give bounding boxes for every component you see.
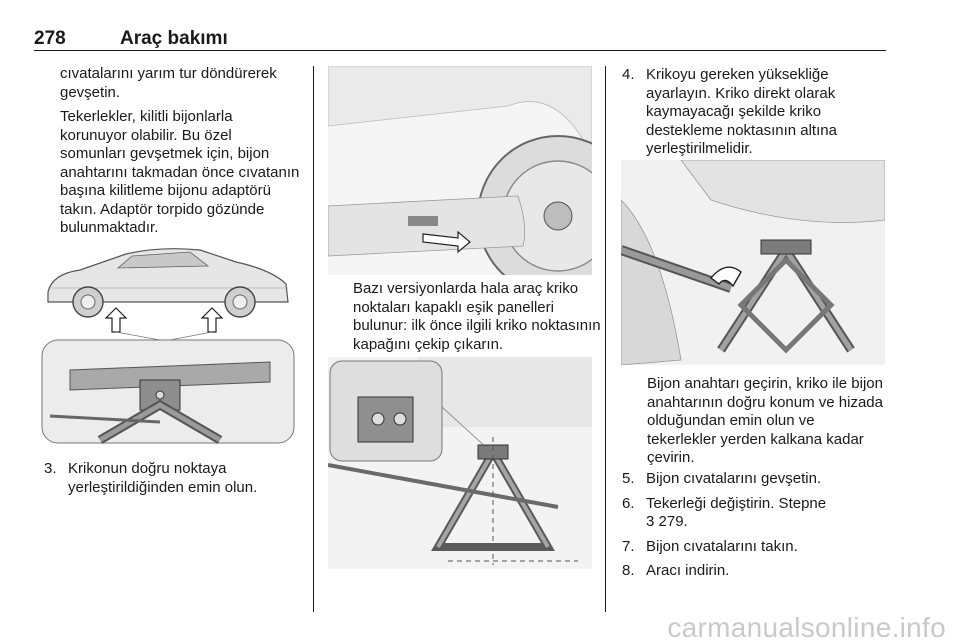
figure-wrench-jack bbox=[621, 160, 885, 365]
step-text: Krikoyu gereken yüksekliğe ayarlayın. Kriko direkt olarak kaymayacağı şekilde kriko destekleme noktasının altına yerleştirilmelidir. bbox=[646, 66, 837, 157]
jack-position-illustration bbox=[328, 357, 592, 569]
page-header bbox=[34, 28, 886, 52]
step-number: 8. bbox=[622, 562, 635, 579]
column-divider bbox=[605, 66, 606, 612]
column-1-step-3 bbox=[44, 460, 300, 497]
paragraph: Bazı versiyonlarda hala araç kriko noktaları kapaklı eşik panelleri bulunur: ilk önce ilgili kriko noktasının kapağını çekip çıkarın. bbox=[353, 280, 601, 353]
figure-car-jack-points bbox=[40, 240, 296, 445]
column-3-steps bbox=[622, 470, 884, 581]
header-rule bbox=[34, 50, 886, 51]
car-jack-illustration bbox=[40, 240, 296, 445]
step-number: 4. bbox=[622, 66, 635, 83]
list-item bbox=[622, 495, 884, 532]
figure-sill-panel bbox=[328, 66, 592, 275]
list-item bbox=[44, 460, 300, 497]
paragraph: Tekerlekler, kilitli bijonlarla korunuyor olabilir. Bu özel somunları gevşetmek için, bijon anahtarını takmadan önce cıvatanın başına kilitleme bijonu adaptörü takın. Adaptör torpido gözünde bulunmaktadır. bbox=[60, 108, 300, 236]
wrench-jack-illustration bbox=[621, 160, 885, 365]
paragraph: Bijon anahtarı geçirin, kriko ile bijon anahtarının doğru konum ve hizada olduğundan emin olun ve tekerlekler yerden kalkana kadar çevirin. bbox=[647, 375, 883, 466]
chapter-title: Araç bakımı bbox=[120, 28, 228, 49]
watermark: carmanualsonline.info bbox=[667, 612, 946, 643]
step-text: Bijon cıvatalarını takın. bbox=[646, 537, 798, 555]
step-text: Bijon cıvatalarını gevşetin. bbox=[646, 470, 822, 487]
page-number: 278 bbox=[34, 28, 66, 49]
column-1-text bbox=[60, 65, 300, 238]
list-item bbox=[622, 66, 884, 159]
sill-panel-illustration bbox=[328, 66, 592, 275]
step-text: Tekerleği değiştirin. Stepne bbox=[646, 494, 827, 512]
step-number: 3. bbox=[44, 460, 57, 477]
step-number: 5. bbox=[622, 470, 635, 487]
figure-jack-position bbox=[328, 357, 592, 569]
list-item bbox=[622, 538, 884, 557]
step-text: Krikonun doğru noktaya yerleştirildiğinden emin olun. bbox=[68, 460, 258, 496]
step-number: 7. bbox=[622, 537, 635, 555]
column-3-text bbox=[647, 375, 887, 468]
list-item bbox=[622, 562, 884, 581]
step-text: Aracı indirin. bbox=[646, 562, 730, 579]
step-number: 6. bbox=[622, 494, 635, 512]
list-item bbox=[622, 470, 884, 489]
page-reference: 3 279. bbox=[646, 513, 688, 530]
column-2-text bbox=[353, 280, 601, 354]
column-3-step-4 bbox=[622, 66, 884, 159]
column-divider bbox=[313, 66, 314, 612]
paragraph: cıvatalarını yarım tur döndürerek gevşetin. bbox=[60, 65, 277, 101]
